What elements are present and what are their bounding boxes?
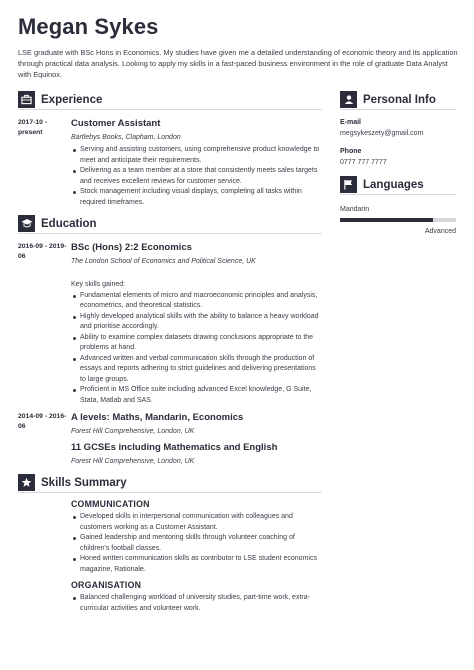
list-item: Ability to examine complex datasets drawing conclusions appropriate to the problems at hand. [71, 333, 322, 354]
phone-value: 0777 777 7777 [340, 159, 387, 166]
language-proficiency-fill [340, 218, 433, 222]
skills-header [18, 475, 322, 493]
list-item: Proficient in MS Office suite including advanced Excel knowledge, G Suite, Stata, Matlab and SAS. [71, 385, 322, 406]
list-item: Stock management including visual displays, completing all tasks within required timeframes. [71, 187, 322, 208]
experience-header [18, 92, 322, 110]
entry-date: 2017-10 - present [18, 119, 48, 136]
resume-name: Megan Sykes [18, 14, 159, 39]
skill-group-heading: ORGANISATION [71, 580, 142, 590]
phone-label: Phone [340, 148, 362, 155]
education-title: Education [41, 217, 97, 230]
skill-group-list [71, 512, 322, 575]
education-header [18, 216, 322, 234]
briefcase-icon [18, 91, 35, 108]
skill-group-list [71, 593, 322, 614]
list-item: Gained leadership and mentoring skills through volunteer coaching of children's football classes. [71, 533, 322, 554]
side-column [340, 92, 456, 237]
entry-date: 2014-09 - 2016-06 [18, 413, 67, 430]
list-item: Honed written communication skills as contributor to LSE student economics magazine, Rationale. [71, 554, 322, 575]
email-value[interactable]: megsykeszety@gmail.com [340, 130, 424, 137]
languages-title: Languages [363, 178, 424, 191]
star-icon [18, 474, 35, 491]
experience-title: Experience [41, 93, 103, 106]
school-name: Forest Hill Comprehensive, London, UK [71, 458, 195, 465]
key-skills-intro: Key skills gained: [71, 281, 126, 288]
languages-header [340, 177, 456, 195]
list-item: Fundamental elements of micro and macroeconomic principles and analysis, econometrics, and theoretical statistics. [71, 291, 322, 312]
list-item: Serving and assisting customers, using comprehensive product knowledge to meet and anticipate their requirements. [71, 145, 322, 166]
job-title: Customer Assistant [71, 118, 161, 129]
skills-title: Skills Summary [41, 476, 127, 489]
personal-info-header [340, 92, 456, 110]
id-card-icon [340, 91, 357, 108]
skills-body [18, 499, 322, 614]
education-entry [18, 442, 322, 467]
degree-title: BSc (Hons) 2:2 Economics [71, 242, 192, 253]
entry-date [18, 442, 71, 467]
email-label: E-mail [340, 119, 362, 126]
school-name: Forest Hill Comprehensive, London, UK [71, 428, 195, 435]
main-column [18, 92, 322, 614]
degree-title: A levels: Maths, Mandarin, Economics [71, 412, 244, 423]
list-item: Delivering as a team member at a store that consistently meets sales targets and receives excellent reviews for customer service. [71, 166, 322, 187]
employer: Bartlebys Books, Clapham, London [71, 134, 181, 141]
list-item: Developed skills in interpersonal communication with colleagues and customers working as a Customer Assistant. [71, 512, 322, 533]
skill-group-heading: COMMUNICATION [71, 499, 150, 509]
list-item: Balanced challenging workload of university studies, part-time work, extra-curricular activities and volunteer work. [71, 593, 322, 614]
list-item: Highly developed analytical skills with the ability to balance a heavy workload and prioritise accordingly. [71, 312, 322, 333]
language-level: Advanced [424, 228, 456, 235]
flag-icon [340, 176, 357, 193]
entry-date: 2016-09 - 2019-06 [18, 243, 67, 260]
education-entry [18, 242, 322, 406]
degree-title: 11 GCSEs including Mathematics and English [71, 442, 278, 453]
school-name: The London School of Economics and Political Science, UK [71, 258, 256, 265]
profile-summary: LSE graduate with BSc Hons in Economics. My studies have given me a detailed understanding of economic theory and its application through practical data analysis. Looking to apply my skills in a fast-paced business environment in the role of graduate Data Analyst with Equinox. [18, 48, 458, 79]
personal-info-title: Personal Info [363, 93, 436, 106]
language-proficiency-bar [340, 218, 456, 222]
language-name: Mandarin [340, 206, 370, 213]
key-skills-list [71, 291, 322, 407]
responsibilities-list [71, 145, 322, 208]
education-entry [18, 412, 322, 437]
graduation-cap-icon [18, 215, 35, 232]
list-item: Advanced written and verbal communication skills through the production of essays and reports adhering to strict guidelines and delivering presentations to large groups. [71, 354, 322, 386]
experience-entry [18, 118, 322, 208]
